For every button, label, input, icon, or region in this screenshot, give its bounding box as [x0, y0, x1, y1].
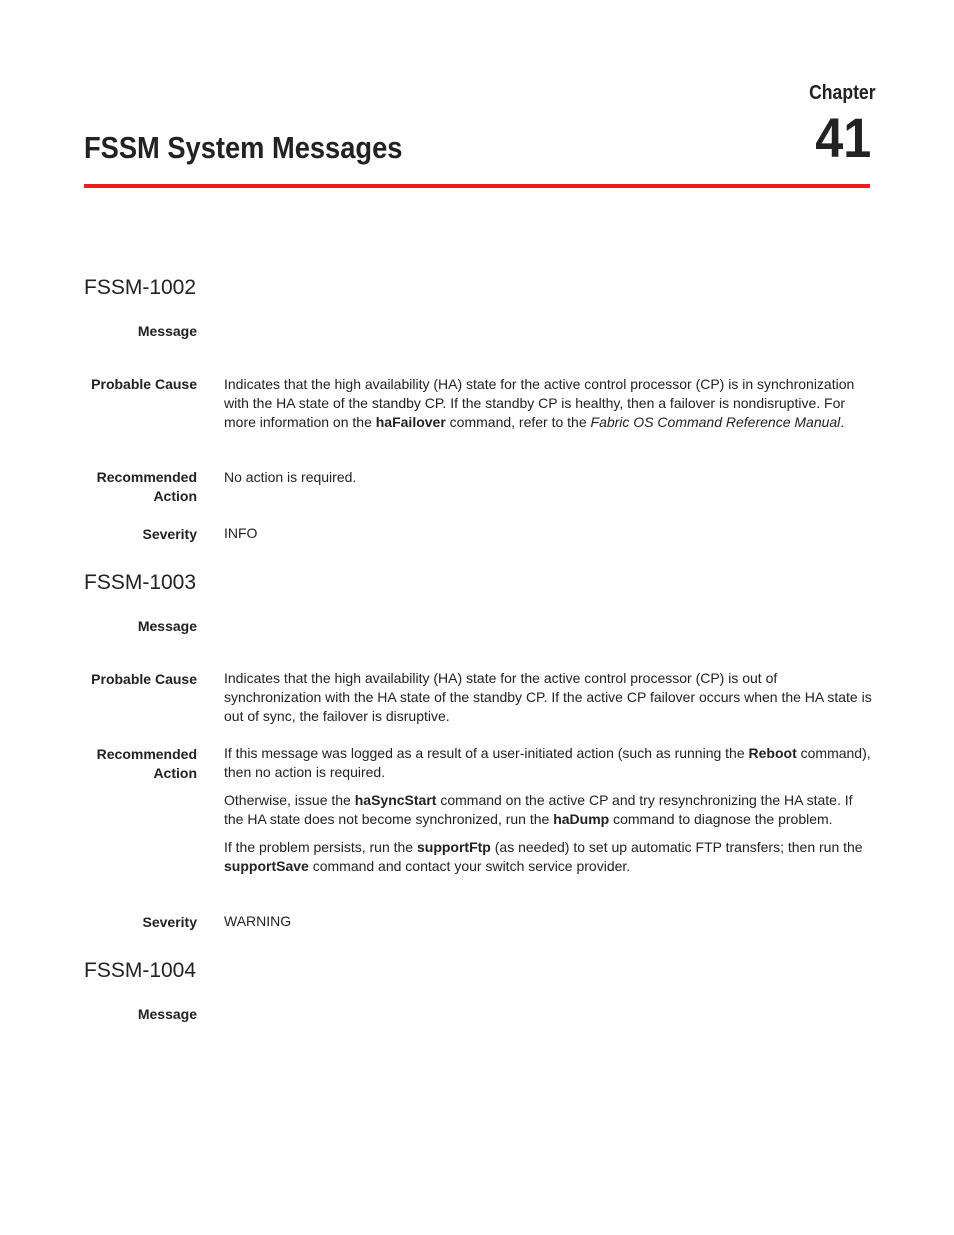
- action-text: If the problem persists, run the: [224, 839, 417, 855]
- cause-text: Indicates that the high availability (HA) state for the active control processor (CP) is in synchronization with the HA state of the standby CP. If the standby CP is healthy, then a failover is nondisruptive. For more information on the: [224, 376, 855, 430]
- command-supportftp: supportFtp: [416, 839, 491, 855]
- recommended-action-label: [60, 468, 197, 506]
- severity-label: Severity: [142, 914, 197, 930]
- message-label: Message: [137, 618, 197, 634]
- section-heading-fssm-1002: FSSM-1002: [84, 276, 197, 299]
- command-hasyncstart: haSyncStart: [354, 792, 437, 808]
- probable-cause-label: Probable Cause: [91, 376, 197, 392]
- section-heading-fssm-1004: FSSM-1004: [84, 959, 197, 982]
- cause-text: .: [840, 414, 845, 430]
- action-text: command to diagnose the problem.: [609, 811, 833, 827]
- chapter-title: FSSM System Messages: [84, 130, 403, 165]
- recommended-action-text: [224, 744, 874, 876]
- message-label: Message: [137, 323, 197, 339]
- chapter-number: 41: [814, 106, 871, 169]
- command-hafailover: haFailover: [375, 414, 446, 430]
- manual-title: Fabric OS Command Reference Manual: [590, 414, 841, 430]
- command-supportsave: supportSave: [224, 858, 309, 874]
- action-text: If this message was logged as a result of a user-initiated action (such as running the: [224, 745, 749, 761]
- probable-cause-text: [224, 375, 874, 432]
- action-text: command and contact your switch service provider.: [308, 858, 631, 874]
- label-line: Action: [153, 488, 197, 504]
- command-reboot: Reboot: [748, 745, 797, 761]
- recommended-action-text: No action is required.: [224, 469, 357, 485]
- recommended-action-label: [60, 745, 197, 783]
- action-text: (as needed) to set up automatic FTP transfers; then run the: [490, 839, 863, 855]
- action-text: command), then no action is required.: [224, 745, 871, 780]
- title-rule: [84, 184, 870, 188]
- label-line: Recommended: [96, 469, 197, 485]
- action-text: command on the active CP and try resynchronizing the HA state. If the HA state does not become synchronized, run the: [224, 792, 853, 827]
- label-line: Recommended: [96, 746, 197, 762]
- probable-cause-label: Probable Cause: [91, 671, 197, 687]
- cause-text: command, refer to the: [445, 414, 591, 430]
- severity-label: Severity: [142, 526, 197, 542]
- label-line: Action: [153, 765, 197, 781]
- message-label: Message: [137, 1006, 197, 1022]
- section-heading-fssm-1003: FSSM-1003: [84, 571, 197, 594]
- severity-value: INFO: [224, 525, 258, 541]
- chapter-label: Chapter: [809, 82, 876, 104]
- probable-cause-text: Indicates that the high availability (HA) state for the active control processor (CP) is out of synchronization with the HA state of the standby CP. If the active CP failover occurs when the HA state is out of sync, the failover is disruptive.: [224, 670, 872, 724]
- action-text: Otherwise, issue the: [224, 792, 355, 808]
- command-hadump: haDump: [553, 811, 610, 827]
- severity-value: WARNING: [224, 913, 292, 929]
